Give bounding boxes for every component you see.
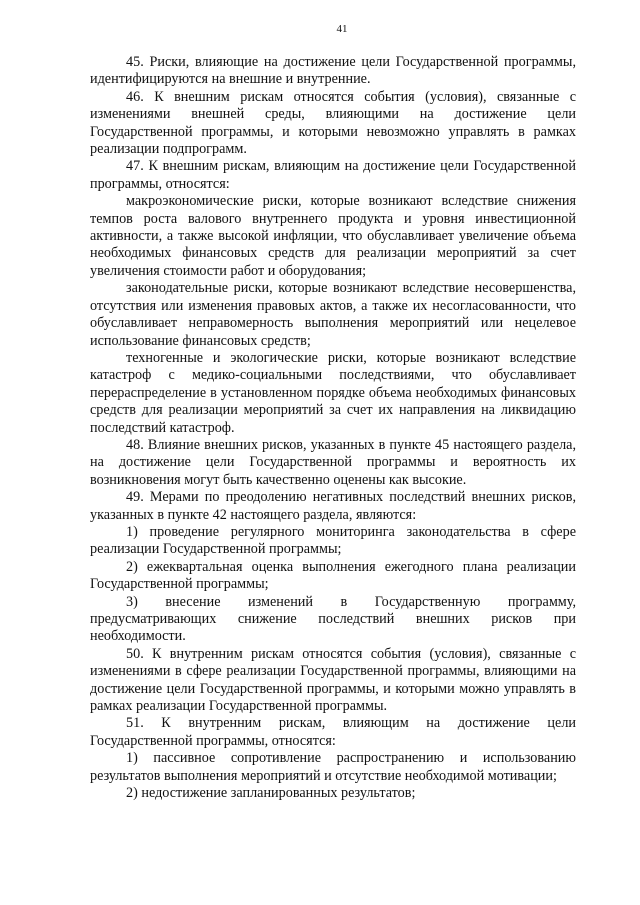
paragraph-49-item-3: 3) внесение изменений в Государственную программу, предусматривающих снижение последствий внешних рисков при необходимости. bbox=[90, 593, 576, 645]
paragraph-technogenic-risks: техногенные и экологические риски, которые возникают вследствие катастроф с медико-социальными последствиями, что обуславливает перераспределение в установленном порядке объема необходимых финансовых средств для реализации мероприятий за счет их направления на ликвидацию последствий катастроф. bbox=[90, 349, 576, 436]
paragraph-49-item-1: 1) проведение регулярного мониторинга законодательства в сфере реализации Государственной программы; bbox=[90, 523, 576, 558]
paragraph-49: 49. Мерами по преодолению негативных последствий внешних рисков, указанных в пункте 42 настоящего раздела, являются: bbox=[90, 489, 576, 523]
paragraph-50: 50. К внутренним рискам относятся события (условия), связанные с изменениями в сфере реализации Государственной программы, влияющими на достижение цели Государственной программы, и которыми можно управлять в рамках реализации Государственной программы. bbox=[90, 645, 576, 715]
paragraph-47: 47. К внешним рискам, влияющим на достижение цели Государственной программы, относятся: bbox=[90, 158, 576, 192]
paragraph-49-item-2: 2) ежеквартальная оценка выполнения ежегодного плана реализации Государственной программы; bbox=[90, 558, 576, 593]
paragraph-51: 51. К внутренним рискам, влияющим на достижение цели Государственной программы, относятся: bbox=[90, 715, 576, 749]
document-body bbox=[90, 54, 576, 802]
paragraph-macroeconomic-risks: макроэкономические риски, которые возникают вследствие снижения темпов роста валового внутреннего продукта и уровня инвестиционной активности, а также высокой инфляции, что обуславливает увеличение объема необходимых финансовых средств для реализации мероприятий за счет увеличения стоимости работ и оборудования; bbox=[90, 193, 576, 279]
paragraph-46: 46. К внешним рискам относятся события (условия), связанные с изменениями внешней среды, влияющими на достижение цели Государственной программы, и которыми невозможно управлять в рамках реализации подпрограмм. bbox=[90, 88, 576, 158]
paragraph-48: 48. Влияние внешних рисков, указанных в пункте 45 настоящего раздела, на достижение цели Государственной программы и вероятность их возникновения могут быть качественно оценены как высокие. bbox=[90, 436, 576, 488]
paragraph-51-item-1: 1) пассивное сопротивление распространению и использованию результатов выполнения мероприятий и отсутствие необходимой мотивации; bbox=[90, 750, 576, 784]
paragraph-51-item-2: 2) недостижение запланированных результатов; bbox=[126, 785, 416, 802]
page-number: 41 bbox=[336, 23, 348, 35]
paragraph-legislative-risks: законодательные риски, которые возникают вследствие несовершенства, отсутствия или изменения правовых актов, а также их несогласованности, что обуславливает неправомерность выполнения мероприятий или нецелевое использование финансовых средств; bbox=[90, 280, 576, 349]
paragraph-45: 45. Риски, влияющие на достижение цели Государственной программы, идентифицируются на внешние и внутренние. bbox=[90, 54, 576, 88]
